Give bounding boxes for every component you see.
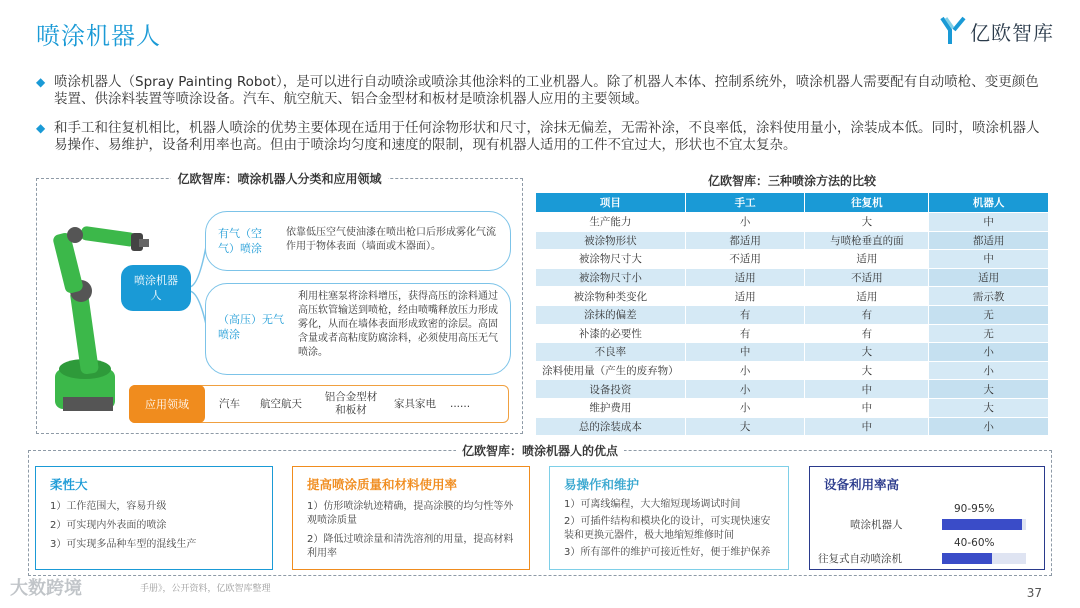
util-pct-label: 90-95%	[954, 503, 995, 515]
table-cell: 补漆的必要性	[536, 324, 686, 343]
column-header: 手工	[685, 193, 805, 213]
table-row	[536, 361, 1049, 380]
table-cell: 大	[805, 361, 929, 380]
table-cell: 无	[929, 324, 1049, 343]
table-header-row	[536, 193, 1049, 213]
comparison-table	[535, 192, 1049, 436]
hub-node: 喷涂机器人	[121, 265, 191, 311]
list-item: 2）降低过喷涂量和清洗溶剂的用量，提高材料利用率	[307, 534, 514, 559]
category-label: 有气（空气）喷涂	[218, 227, 262, 255]
list-item: 1）仿形喷涂轨迹精确，提高涂膜的均匀性等外观喷涂质量	[307, 501, 514, 526]
table-row	[536, 343, 1049, 362]
table-cell: 有	[685, 305, 805, 324]
watermark: 大数跨境	[10, 578, 82, 599]
app-item: 铝合金型材和板材	[324, 391, 378, 416]
table-row	[536, 305, 1049, 324]
table-cell: 不适用	[685, 250, 805, 269]
page-number: 37	[1026, 586, 1042, 600]
table-cell: 适用	[805, 250, 929, 269]
yiou-logo-icon	[940, 16, 966, 46]
list-item: 2）可插件结构和模块化的设计，可实现快速安装和更换元器件，极大地缩短维修时间	[564, 516, 771, 541]
table-row	[536, 268, 1049, 287]
classification-title: 亿欧智库：喷涂机器人分类和应用领域	[37, 170, 522, 187]
table-cell: 适用	[929, 268, 1049, 287]
table-cell: 中	[805, 417, 929, 436]
app-item: 航空航天	[260, 397, 302, 410]
advantage-card-quality	[292, 466, 530, 570]
logo-text: 亿欧智库	[970, 20, 1054, 45]
advantages-title: 亿欧智库：喷涂机器人的优点	[29, 442, 1051, 459]
table-cell: 小	[929, 343, 1049, 362]
table-cell: 大	[929, 380, 1049, 399]
comparison-title: 亿欧智库：三种喷涂方法的比较	[707, 174, 876, 188]
bullet-comparison: ◆ 和手工和往复机相比，机器人喷涂的优势主要体现在适用于任何涂物形状和尺寸，涂抹无偏差，无需补涂，不良率低，涂料使用量小，涂装成本低。同时，喷涂机器人易操作、易维护，设备利用率也高。但由于喷涂均匀度和速度的限制，现有机器人适用的工件不宜过大，形状也不宜太复杂。	[36, 120, 1046, 154]
table-cell: 设备投资	[536, 380, 686, 399]
table-cell: 维护费用	[536, 398, 686, 417]
util-bar-track	[942, 553, 1026, 564]
table-row	[536, 324, 1049, 343]
table-cell: 涂料使用量（产生的废弃物）	[536, 361, 686, 380]
table-cell: 不适用	[805, 268, 929, 287]
table-cell: 与喷枪垂直的面	[805, 231, 929, 250]
advantage-card-utilization	[809, 466, 1045, 570]
table-cell: 中	[685, 343, 805, 362]
table-cell: 大	[805, 343, 929, 362]
advantages-panel	[28, 444, 1052, 576]
app-item: 家具家电	[394, 397, 436, 410]
table-cell: 中	[805, 398, 929, 417]
advantage-card-flexibility	[35, 466, 273, 570]
bullet-intro: ◆ 喷涂机器人（Spray Painting Robot），是可以进行自动喷涂或喷涂其他涂料的工业机器人。除了机器人本体、控制系统外，喷涂机器人需要配有自动喷枪、变更颜色装置、供涂料装置等喷涂设备。汽车、航空航天、铝合金型材和板材是喷涂机器人应用的主要领域。	[36, 74, 1046, 108]
table-cell: 中	[805, 380, 929, 399]
table-cell: 生产能力	[536, 213, 686, 232]
table-cell: 被涂物种类变化	[536, 287, 686, 306]
table-cell: 大	[685, 417, 805, 436]
table-cell: 适用	[685, 287, 805, 306]
column-header: 机器人	[929, 193, 1049, 213]
table-row	[536, 231, 1049, 250]
card-title: 易操作和维护	[564, 477, 640, 492]
card-title: 提高喷涂质量和材料使用率	[307, 477, 458, 492]
table-cell: 不良率	[536, 343, 686, 362]
table-row	[536, 250, 1049, 269]
category-airless-spray	[205, 283, 511, 375]
table-cell: 被涂物尺寸大	[536, 250, 686, 269]
category-label: （高压）无气喷涂	[218, 313, 284, 341]
table-cell: 需示教	[929, 287, 1049, 306]
util-bar-fill	[942, 553, 992, 564]
table-cell: 大	[805, 213, 929, 232]
column-header: 往复机	[805, 193, 929, 213]
table-cell: 小	[929, 417, 1049, 436]
classification-panel	[36, 172, 523, 434]
page-title: 喷涂机器人	[36, 22, 161, 50]
table-cell: 小	[685, 380, 805, 399]
list-item: 3）所有部件的维护可接近性好，便于维护保养	[564, 547, 771, 558]
table-row	[536, 398, 1049, 417]
table-row	[536, 287, 1049, 306]
category-desc: 利用柱塞泵将涂料增压，获得高压的涂料通过高压软管输送到喷枪，经由喷嘴释放压力形成雾化，从而在墙体表面形成致密的涂层。高固含量或者高粘度防腐涂料，必须使用高压无气喷涂。	[298, 291, 498, 358]
list-item: 2）可实现内外表面的喷涂	[50, 520, 167, 531]
table-cell: 中	[929, 250, 1049, 269]
table-cell: 都适用	[929, 231, 1049, 250]
table-cell: 小	[685, 398, 805, 417]
card-title: 柔性大	[50, 477, 88, 492]
app-item: 汽车	[219, 397, 240, 410]
util-name: 喷涂机器人	[850, 519, 903, 531]
table-cell: 总的涂装成本	[536, 417, 686, 436]
advantage-card-maintenance	[549, 466, 789, 570]
table-cell: 中	[929, 213, 1049, 232]
application-fields	[129, 385, 509, 423]
list-item: 3）可实现多品种车型的混线生产	[50, 539, 197, 550]
table-cell: 小	[929, 361, 1049, 380]
table-cell: 涂抹的偏差	[536, 305, 686, 324]
table-cell: 被涂物尺寸小	[536, 268, 686, 287]
column-header: 项目	[536, 193, 686, 213]
util-bar-fill	[942, 519, 1022, 530]
source-note: 手册》，公开资料，亿欧智库整理	[140, 584, 271, 594]
util-bar-track	[942, 519, 1026, 530]
card-title: 设备利用率高	[824, 477, 900, 492]
util-pct-label: 40-60%	[954, 537, 995, 549]
table-row	[536, 380, 1049, 399]
table-cell: 有	[805, 305, 929, 324]
logo	[940, 16, 1054, 46]
table-row	[536, 213, 1049, 232]
category-desc: 依靠低压空气使油漆在喷出枪口后形成雾化气流作用于物体表面（墙面或木器面）。	[286, 227, 496, 252]
util-name: 往复式自动喷涂机	[818, 553, 902, 565]
category-air-spray	[205, 211, 511, 271]
table-row	[536, 417, 1049, 436]
table-cell: 有	[805, 324, 929, 343]
list-item: 1）工作范围大，容易升级	[50, 501, 167, 512]
list-item: 1）可离线编程，大大缩短现场调试时间	[564, 499, 741, 510]
table-cell: 适用	[685, 268, 805, 287]
table-cell: 大	[929, 398, 1049, 417]
table-cell: 都适用	[685, 231, 805, 250]
table-cell: 适用	[805, 287, 929, 306]
table-cell: 有	[685, 324, 805, 343]
table-cell: 小	[685, 213, 805, 232]
app-item: ......	[450, 397, 471, 410]
table-cell: 被涂物形状	[536, 231, 686, 250]
table-cell: 小	[685, 361, 805, 380]
apps-label: 应用领域	[129, 385, 205, 423]
table-cell: 无	[929, 305, 1049, 324]
